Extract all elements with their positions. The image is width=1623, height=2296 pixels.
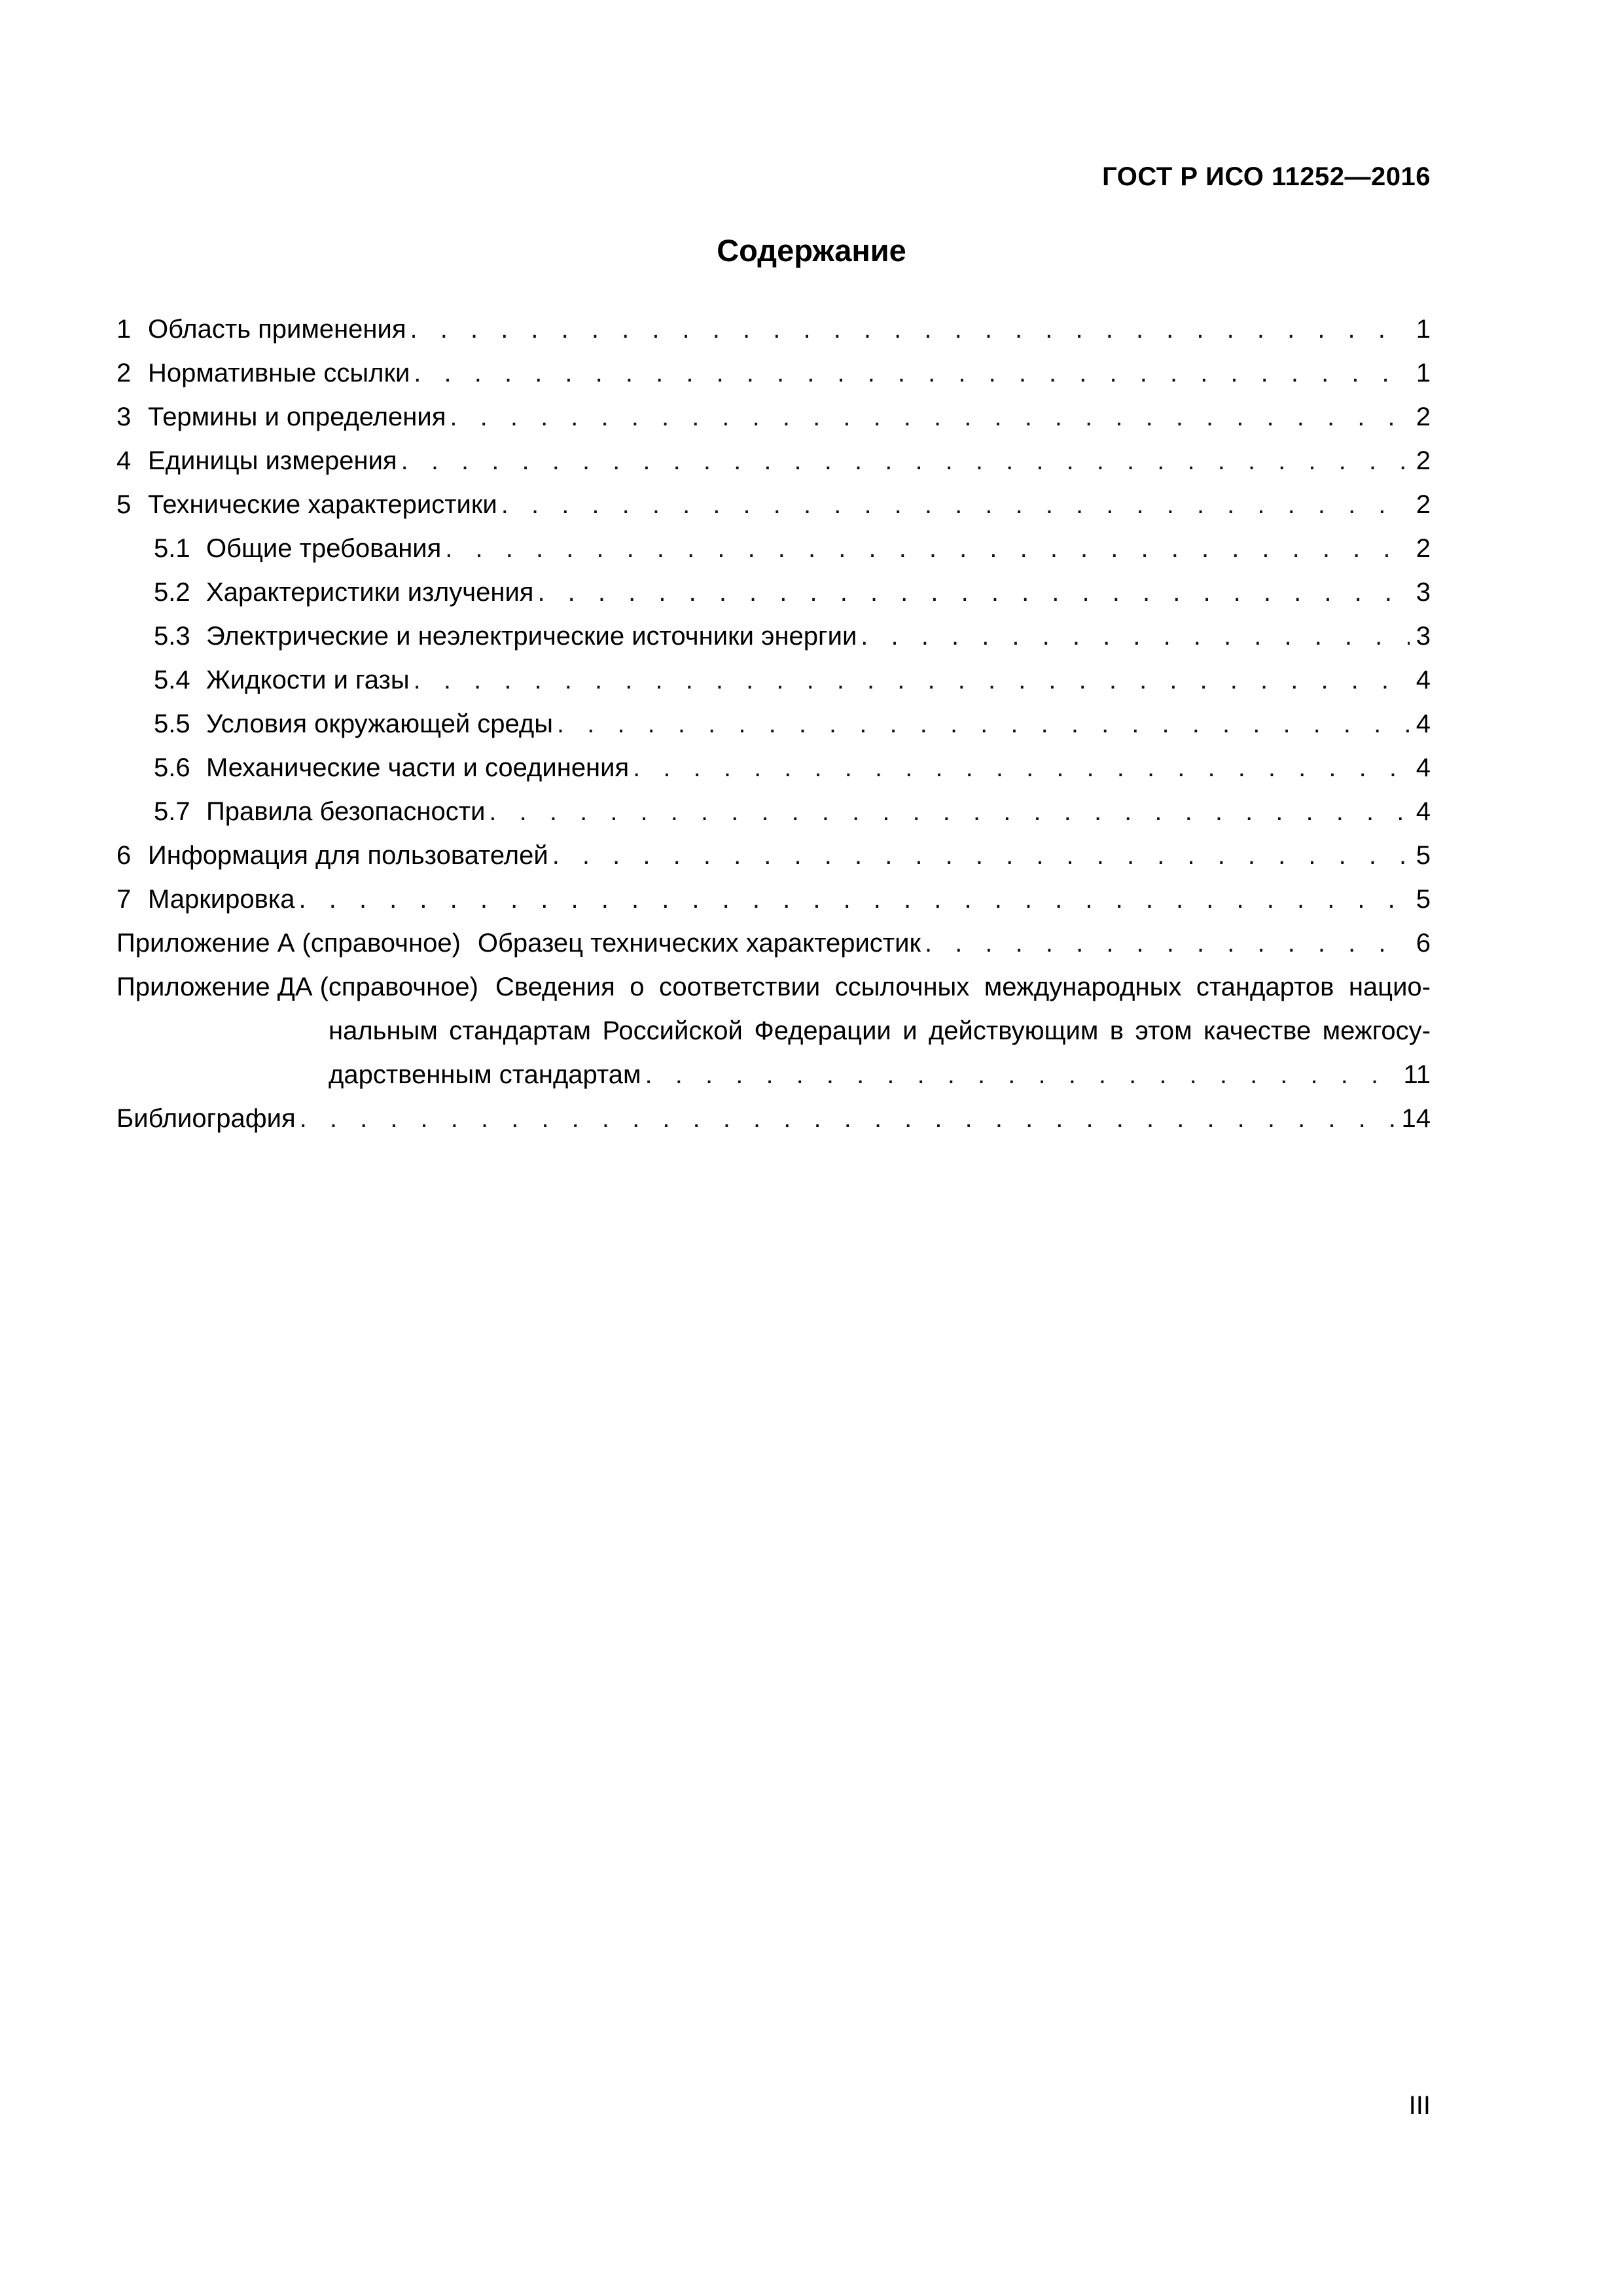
toc-entry-5-1[interactable] [116, 527, 1431, 571]
toc-entry-title: Технические характеристики [148, 490, 497, 519]
toc-entry-title: Характеристики излучения [206, 578, 534, 607]
toc-entry-number: 2 [116, 359, 132, 387]
dot-leader [645, 1053, 1399, 1097]
dot-leader [414, 351, 1410, 395]
toc-entry-page: 2 [1416, 403, 1431, 431]
toc-entry-5-5[interactable] [116, 702, 1431, 746]
dot-leader [414, 658, 1410, 702]
dot-leader [861, 615, 1410, 658]
toc-entry-number: 5.3 [154, 622, 190, 651]
toc-entry-6[interactable] [116, 834, 1431, 878]
page-number: III [1408, 2091, 1431, 2120]
dot-leader [489, 790, 1410, 834]
dot-leader [450, 395, 1410, 439]
dot-leader [445, 527, 1410, 571]
toc-entry-page: 4 [1416, 753, 1431, 782]
toc-entry-title: Область применения [148, 315, 406, 344]
toc-entry-title: Электрические и неэлектрические источники энергии [206, 622, 857, 651]
toc-entry-appendix-a[interactable] [116, 922, 1431, 965]
dot-leader [501, 483, 1410, 527]
toc-entry-4[interactable] [116, 439, 1431, 483]
dot-leader [557, 702, 1410, 746]
appendix-prefix: Приложение А (справочное) [116, 929, 461, 958]
dot-leader [401, 439, 1410, 483]
toc-entry-title: Маркировка [148, 885, 295, 914]
toc-entry-title: Термины и определения [148, 403, 446, 431]
toc-entry-number: 7 [116, 885, 132, 914]
toc-entry-title: Механические части и соединения [206, 753, 630, 782]
toc-entry-5-2[interactable] [116, 571, 1431, 615]
toc-entry-title-line-3: дарственным стандартам [329, 1060, 641, 1089]
toc-entry-number: 5.7 [154, 797, 190, 826]
appendix-prefix: Приложение ДА (справочное) [116, 973, 478, 1001]
toc-entry-5-4[interactable] [116, 658, 1431, 702]
toc-entry-title: Единицы измерения [148, 446, 397, 475]
toc-entry-page: 14 [1401, 1104, 1431, 1133]
toc-entry-5-3[interactable] [116, 615, 1431, 658]
toc-title: Содержание [717, 233, 906, 268]
toc-entry-page: 2 [1416, 446, 1431, 475]
dot-leader [410, 308, 1410, 351]
toc-entry-page: 4 [1416, 666, 1431, 694]
toc-entry-page: 2 [1416, 490, 1431, 519]
toc-entry-title: Правила безопасности [206, 797, 486, 826]
toc-entry-5-7[interactable] [116, 790, 1431, 834]
toc-entry-number: 5.6 [154, 753, 190, 782]
toc-entry-1[interactable] [116, 308, 1431, 351]
toc-entry-number: 5 [116, 490, 132, 519]
toc-entry-7[interactable] [116, 878, 1431, 922]
toc-entry-title: Жидкости и газы [206, 666, 410, 694]
toc-entry-number: 5.1 [154, 534, 190, 563]
toc-entry-number: 1 [116, 315, 132, 344]
toc-entry-5[interactable] [116, 483, 1431, 527]
toc-entry-page: 3 [1416, 622, 1431, 651]
toc-entry-number: 4 [116, 446, 132, 475]
document-code: ГОСТ Р ИСО 11252—2016 [1102, 162, 1431, 191]
toc-entry-title: Нормативные ссылки [148, 359, 410, 387]
toc-entry-bibliography[interactable] [116, 1097, 1431, 1141]
toc-entry-title-line-2: нальным стандартам Российской Федерации и действующим в этом качестве межгосу- [329, 1016, 1431, 1045]
dot-leader [300, 1097, 1397, 1141]
dot-leader [552, 834, 1410, 878]
dot-leader [925, 922, 1410, 965]
toc-entry-number: 6 [116, 841, 132, 870]
toc-entry-2[interactable] [116, 351, 1431, 395]
toc-entry-page: 5 [1416, 885, 1431, 914]
toc-entry-title: Библиография [116, 1104, 296, 1133]
toc-entry-title: Общие требования [206, 534, 442, 563]
toc-entry-title: Условия окружающей среды [206, 709, 553, 738]
toc-entry-page: 1 [1416, 315, 1431, 344]
toc-entry-page: 2 [1416, 534, 1431, 563]
toc-entry-page: 6 [1416, 929, 1431, 958]
toc-entry-page: 11 [1403, 1060, 1431, 1089]
toc-entry-5-6[interactable] [116, 746, 1431, 790]
toc-entry-3[interactable] [116, 395, 1431, 439]
toc-entry-number: 5.4 [154, 666, 190, 694]
dot-leader [633, 746, 1410, 790]
toc-entry-number: 5.5 [154, 709, 190, 738]
toc-entry-page: 3 [1416, 578, 1431, 607]
toc-entry-title: Информация для пользователей [148, 841, 548, 870]
toc-entry-page: 4 [1416, 797, 1431, 826]
table-of-contents [116, 308, 1431, 1141]
toc-entry-title: Образец технических характеристик [477, 929, 921, 958]
toc-entry-number: 3 [116, 403, 132, 431]
toc-entry-appendix-da[interactable] [116, 965, 1431, 1097]
toc-entry-title-line-1: Сведения о соответствии ссылочных международных стандартов нацио- [495, 973, 1431, 1001]
dot-leader [298, 878, 1410, 922]
toc-entry-page: 5 [1416, 841, 1431, 870]
toc-entry-page: 1 [1416, 359, 1431, 387]
toc-entry-page: 4 [1416, 709, 1431, 738]
dot-leader [537, 571, 1410, 615]
toc-entry-number: 5.2 [154, 578, 190, 607]
